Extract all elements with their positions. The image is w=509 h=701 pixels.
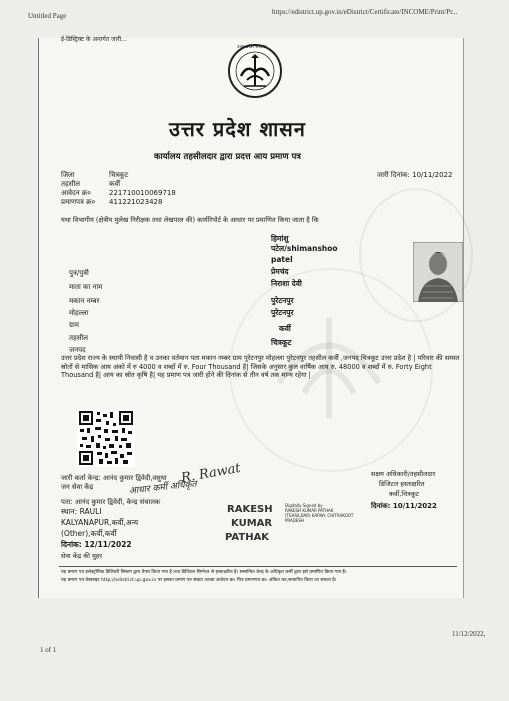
- signer-name-line-3: PATHAK: [225, 532, 270, 543]
- house-label: मकान नम्बर: [69, 297, 100, 305]
- operator-date: दिनांक: 12/11/2022: [61, 540, 132, 549]
- applicant-name-line-3: patel: [271, 255, 293, 264]
- application-number: 221710010069718: [109, 189, 176, 197]
- son-of-label: पुत्र/पुत्री: [69, 269, 89, 277]
- tehsil-label: तहसील: [61, 180, 80, 188]
- digital-sig-line-2: RAKESH KUMAR PATHAK: [285, 508, 334, 513]
- operator-address: पता: आनंद कुमार द्विवेदी, केन्द्र संचालक: [61, 498, 161, 506]
- print-header-url[interactable]: https://edistrict.up.gov.in/eDistrict/Certificate/INCOME/Print/Pr...: [272, 8, 458, 16]
- officer-date-label: दिनांक:: [371, 502, 391, 510]
- qr-code: [77, 409, 135, 467]
- applicant-photo: [413, 242, 463, 302]
- tehsil2-label: तहसील: [69, 334, 88, 342]
- district-label: जिला: [61, 171, 75, 179]
- emblem-text: उत्तर प्रदेश सरकार: [237, 45, 267, 50]
- officer-location: कर्वी,चित्रकूट: [389, 490, 420, 498]
- application-label: आवेदन क्र०: [61, 189, 91, 197]
- certificate-number-label: प्रमाणपत्र क्र०: [61, 198, 96, 206]
- certificate-page: [38, 38, 464, 598]
- income-statement: उत्तर प्रदेश राज्य के स्थायी निवासी है व उनका वर्तमान पता मकान नम्बर ग्राम पुरेटनपुर मोहल्ला पुरेटनपुर तहसील कर्वी ,जनपद चित्रकूट उत्तर प्रदेश है | परिवार की समस्त स्रोतों से मासिक आय अंको में रु 4000 व शब्दों में रु. Four Thousand है| जिसके अनुसार कुल वार्षिक आय रु. 48000 व शब्दों में रु. Forty Eight Thousand है| आय का स्रोत कृषि है| यह प्रमाण पत्र जारी होने की दिनांक से तीन वर्ष तक मान्य रहेगा |: [61, 354, 460, 380]
- operator-place-line-2: KALYANAPUR,कर्वी,अन्य: [61, 518, 139, 527]
- kendra-title-line-1: जारी कर्ता केन्द्र: आनंद कुमार द्विवेदी,वसुधा: [61, 474, 167, 482]
- footnote-divider: [59, 566, 457, 567]
- issue-date-row: [377, 171, 452, 179]
- footnote-line-1: यह प्रमाण पत्र इलेक्ट्रॉनिक डिलिवरी सिस्टम द्वारा तैयार किया गया है तथा डिजिटल सिग्नेचर से हस्ताक्षरित है। सम्बन्धित केन्द्र के अधिकृत कर्मी द्वारा इसे प्रमाणित किया गया है।: [61, 570, 347, 575]
- signer-name-line-2: KUMAR: [231, 518, 273, 529]
- mohalla-label: मोहल्ला: [69, 309, 89, 317]
- district2-value: चित्रकूट: [271, 338, 292, 347]
- print-footer-page: 1 of 1: [40, 646, 57, 654]
- village-label: ग्राम: [69, 321, 79, 329]
- issue-date: 10/11/2022: [412, 171, 453, 179]
- applicant-name-line-2: पटेल/shimanshoo: [271, 244, 338, 253]
- certificate-number: 411221023428: [109, 198, 163, 206]
- issue-date-label: जारी दिनांक:: [377, 171, 410, 179]
- village-value: पुरेटनपुर: [271, 308, 294, 317]
- digital-sig-line-1: Digitally Signed by: [285, 503, 323, 508]
- handwritten-note: आधार कर्मी अधिकृत: [128, 479, 198, 497]
- mother-name: निराशा देवी: [271, 279, 302, 288]
- father-name: प्रेमचंद: [271, 267, 289, 276]
- print-header-title: Untitled Page: [28, 12, 67, 20]
- district2-label: जनपद: [69, 346, 86, 354]
- certificate-title: उत्तर प्रदेश शासन: [169, 117, 306, 141]
- mother-label: माता का नाम: [69, 283, 103, 291]
- tehsil-value: कर्वी: [109, 180, 121, 188]
- operator-place: स्थान: RAULI: [61, 507, 102, 516]
- officer-date: 10/11/2022: [392, 502, 437, 510]
- district-value: चित्रकूट: [109, 171, 129, 179]
- kendra-title-line-2: जन सेवा केंद्र: [61, 483, 94, 491]
- operator-place-line-3: (Other),कर्वी,कर्वी: [61, 529, 117, 538]
- footnote-line-2: यह प्रमाण पत्र वेबसाइट http://edistrict.up.gov.in पर इसका प्रमाण पत्र संख्या अथवा आवेदन क्र० फिर प्रमाणपत्र क्र० अंकित कर,सत्यापित किया जा सकता है।: [61, 578, 337, 583]
- tehsil2-value: कर्वी: [279, 324, 291, 333]
- officer-title: सक्षम अधिकारी/तहसीलदार: [371, 470, 436, 478]
- digital-sig-line-4: PRADESH: [285, 518, 304, 523]
- certificate-subtitle: कार्यालय तहसीलदार द्वारा प्रदत्त आय प्रमाण पत्र: [154, 152, 301, 162]
- print-footer-date: 11/12/2022,: [452, 630, 486, 638]
- kendra-seal-label: सेवा केंद्र की मुहर: [61, 552, 103, 560]
- applicant-name-line-1: हिमांशु: [271, 234, 289, 243]
- intro-text: यथा विभागीय (क्षेत्रीय मुलेख निरीक्षक तथा लेखपाल की) कार्यरिपोर्ट के आधार पर प्रमाणित किया जाता है कि: [61, 216, 319, 224]
- officer-date-row: [371, 502, 437, 510]
- mohalla-value: पुरेटनपुर: [271, 296, 294, 305]
- digital-sig-line-3: (TEHSILDAR) KARWI, CHITRAKOOT: [285, 513, 354, 518]
- verify-note: ई-डिस्ट्रिक्ट के अन्तर्गत जारी...: [61, 36, 127, 43]
- handwritten-signature: R. Rawat: [180, 460, 242, 487]
- signer-name-line-1: RAKESH: [227, 504, 273, 515]
- officer-digital-note: डिजिटल हस्ताक्षरित: [379, 480, 425, 488]
